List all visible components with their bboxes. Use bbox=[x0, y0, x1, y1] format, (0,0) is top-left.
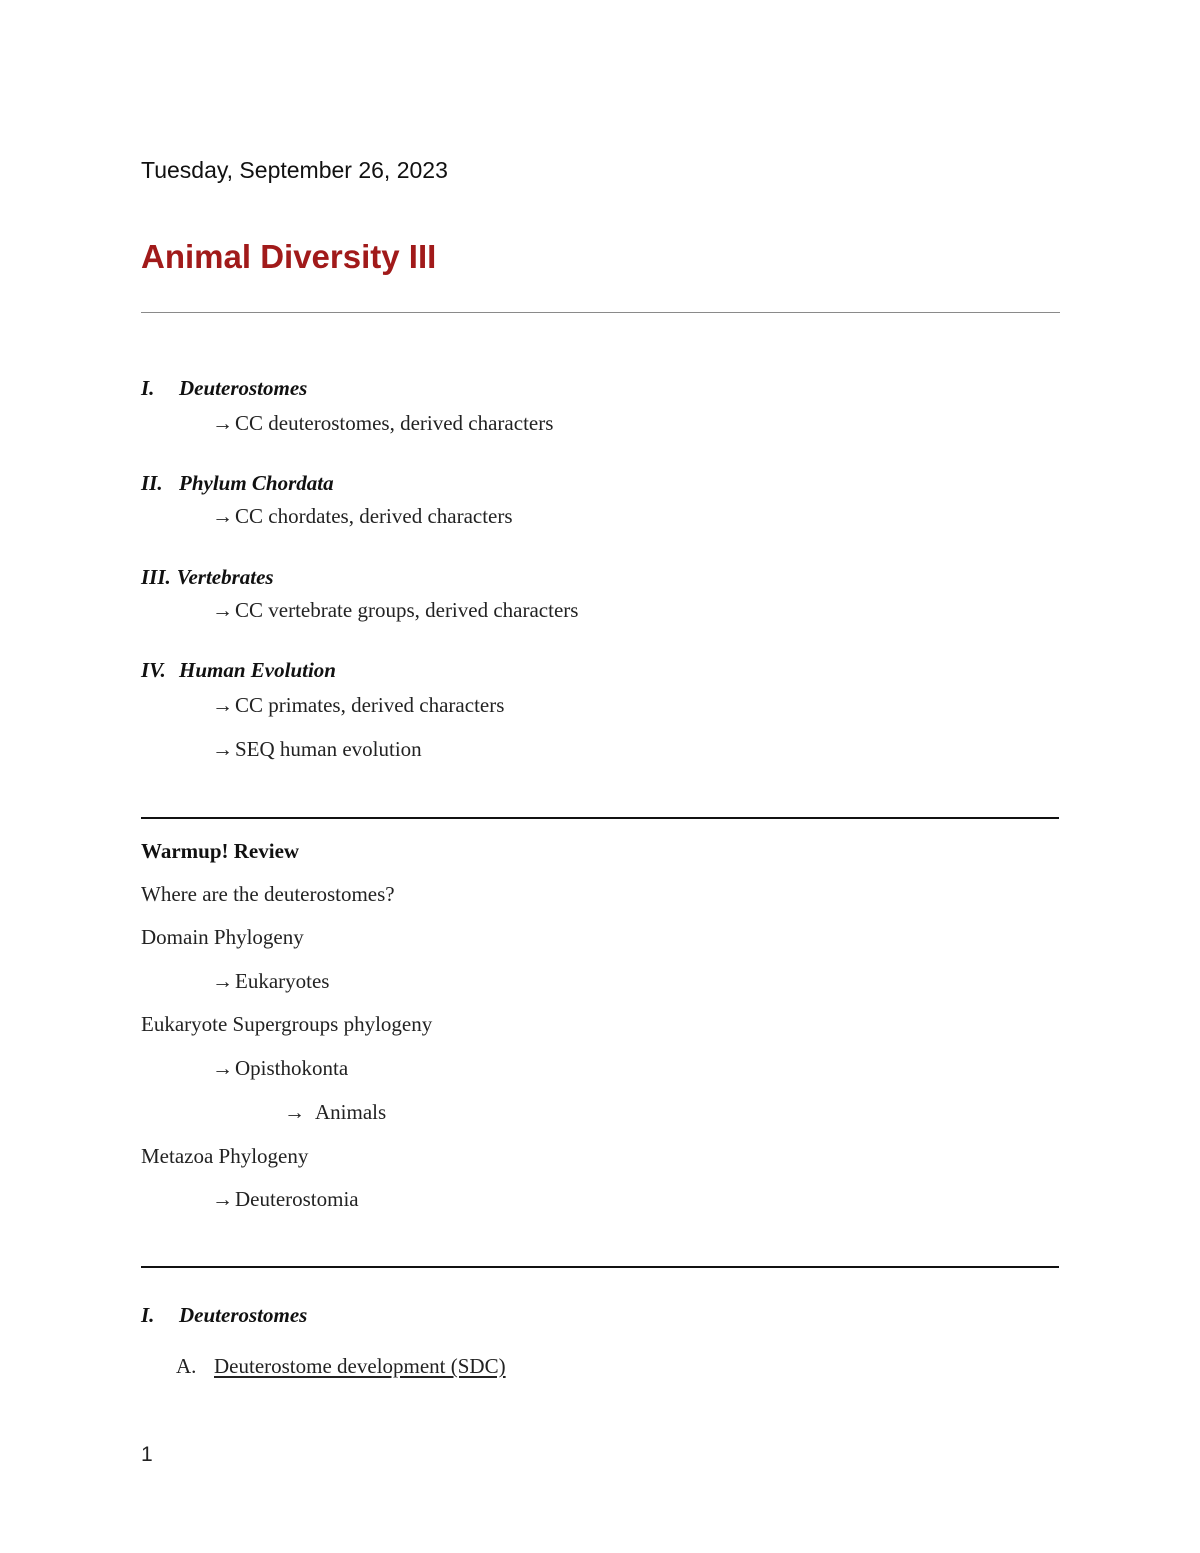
warmup-question: Where are the deuterostomes? bbox=[141, 882, 395, 906]
section-numeral: I. bbox=[141, 1303, 155, 1327]
warmup-item-text: Eukaryotes bbox=[235, 969, 330, 993]
outline-numeral: IV. bbox=[141, 658, 166, 682]
warmup-supergroups-child bbox=[212, 1054, 348, 1082]
outline-point-text: CC primates, derived characters bbox=[235, 693, 505, 717]
warmup-heading: Warmup! Review bbox=[141, 839, 300, 863]
warmup-metazoa: Metazoa Phylogeny bbox=[141, 1144, 309, 1168]
outline-point-text: CC vertebrate groups, derived characters bbox=[235, 598, 579, 622]
outline-heading-text: Human Evolution bbox=[179, 658, 336, 682]
arrow-icon: → bbox=[212, 737, 233, 761]
subsection-heading bbox=[176, 1352, 506, 1380]
arrow-icon: → bbox=[212, 969, 233, 993]
arrow-icon: → bbox=[284, 1100, 305, 1124]
arrow-icon: → bbox=[212, 1056, 233, 1080]
arrow-icon: → bbox=[212, 411, 233, 435]
subsection-heading-text: Deuterostome development (SDC) bbox=[214, 1354, 506, 1378]
warmup-domain-child bbox=[212, 967, 329, 995]
outline-numeral: I. bbox=[141, 376, 155, 400]
warmup-supergroups: Eukaryote Supergroups phylogeny bbox=[141, 1012, 433, 1036]
outline-point-text: SEQ human evolution bbox=[235, 737, 422, 761]
subsection-letter: A. bbox=[176, 1354, 197, 1378]
title-divider bbox=[141, 312, 1060, 313]
outline-heading-4 bbox=[141, 656, 336, 684]
outline-heading-2 bbox=[141, 469, 334, 497]
warmup-supergroups-grandchild bbox=[284, 1098, 386, 1126]
warmup-item-text: Opisthokonta bbox=[235, 1056, 349, 1080]
page-number: 1 bbox=[141, 1443, 153, 1466]
arrow-icon: → bbox=[212, 1187, 233, 1211]
arrow-icon: → bbox=[212, 504, 233, 528]
warmup-domain: Domain Phylogeny bbox=[141, 925, 304, 949]
outline-heading-text: Deuterostomes bbox=[179, 376, 308, 400]
outline-point bbox=[212, 502, 513, 530]
outline-point bbox=[212, 596, 578, 624]
outline-heading-text: Vertebrates bbox=[176, 565, 274, 589]
section-heading bbox=[141, 1301, 307, 1329]
section-divider bbox=[141, 1266, 1059, 1268]
outline-point bbox=[212, 735, 422, 763]
section-heading-text: Deuterostomes bbox=[179, 1303, 308, 1327]
outline-point-text: CC chordates, derived characters bbox=[235, 504, 513, 528]
outline-heading-3 bbox=[141, 563, 274, 591]
document-date: Tuesday, September 26, 2023 bbox=[141, 157, 448, 183]
outline-heading-text: Phylum Chordata bbox=[179, 471, 334, 495]
arrow-icon: → bbox=[212, 693, 233, 717]
warmup-item-text: Animals bbox=[315, 1100, 387, 1124]
section-divider bbox=[141, 817, 1059, 819]
outline-numeral: III. bbox=[141, 565, 171, 589]
outline-heading-1 bbox=[141, 374, 307, 402]
document-title: Animal Diversity III bbox=[141, 238, 437, 275]
outline-numeral: II. bbox=[141, 471, 163, 495]
outline-point bbox=[212, 409, 553, 437]
outline-point bbox=[212, 691, 504, 719]
outline-point-text: CC deuterostomes, derived characters bbox=[235, 411, 554, 435]
warmup-item-text: Deuterostomia bbox=[235, 1187, 359, 1211]
arrow-icon: → bbox=[212, 598, 233, 622]
warmup-metazoa-child bbox=[212, 1185, 359, 1213]
